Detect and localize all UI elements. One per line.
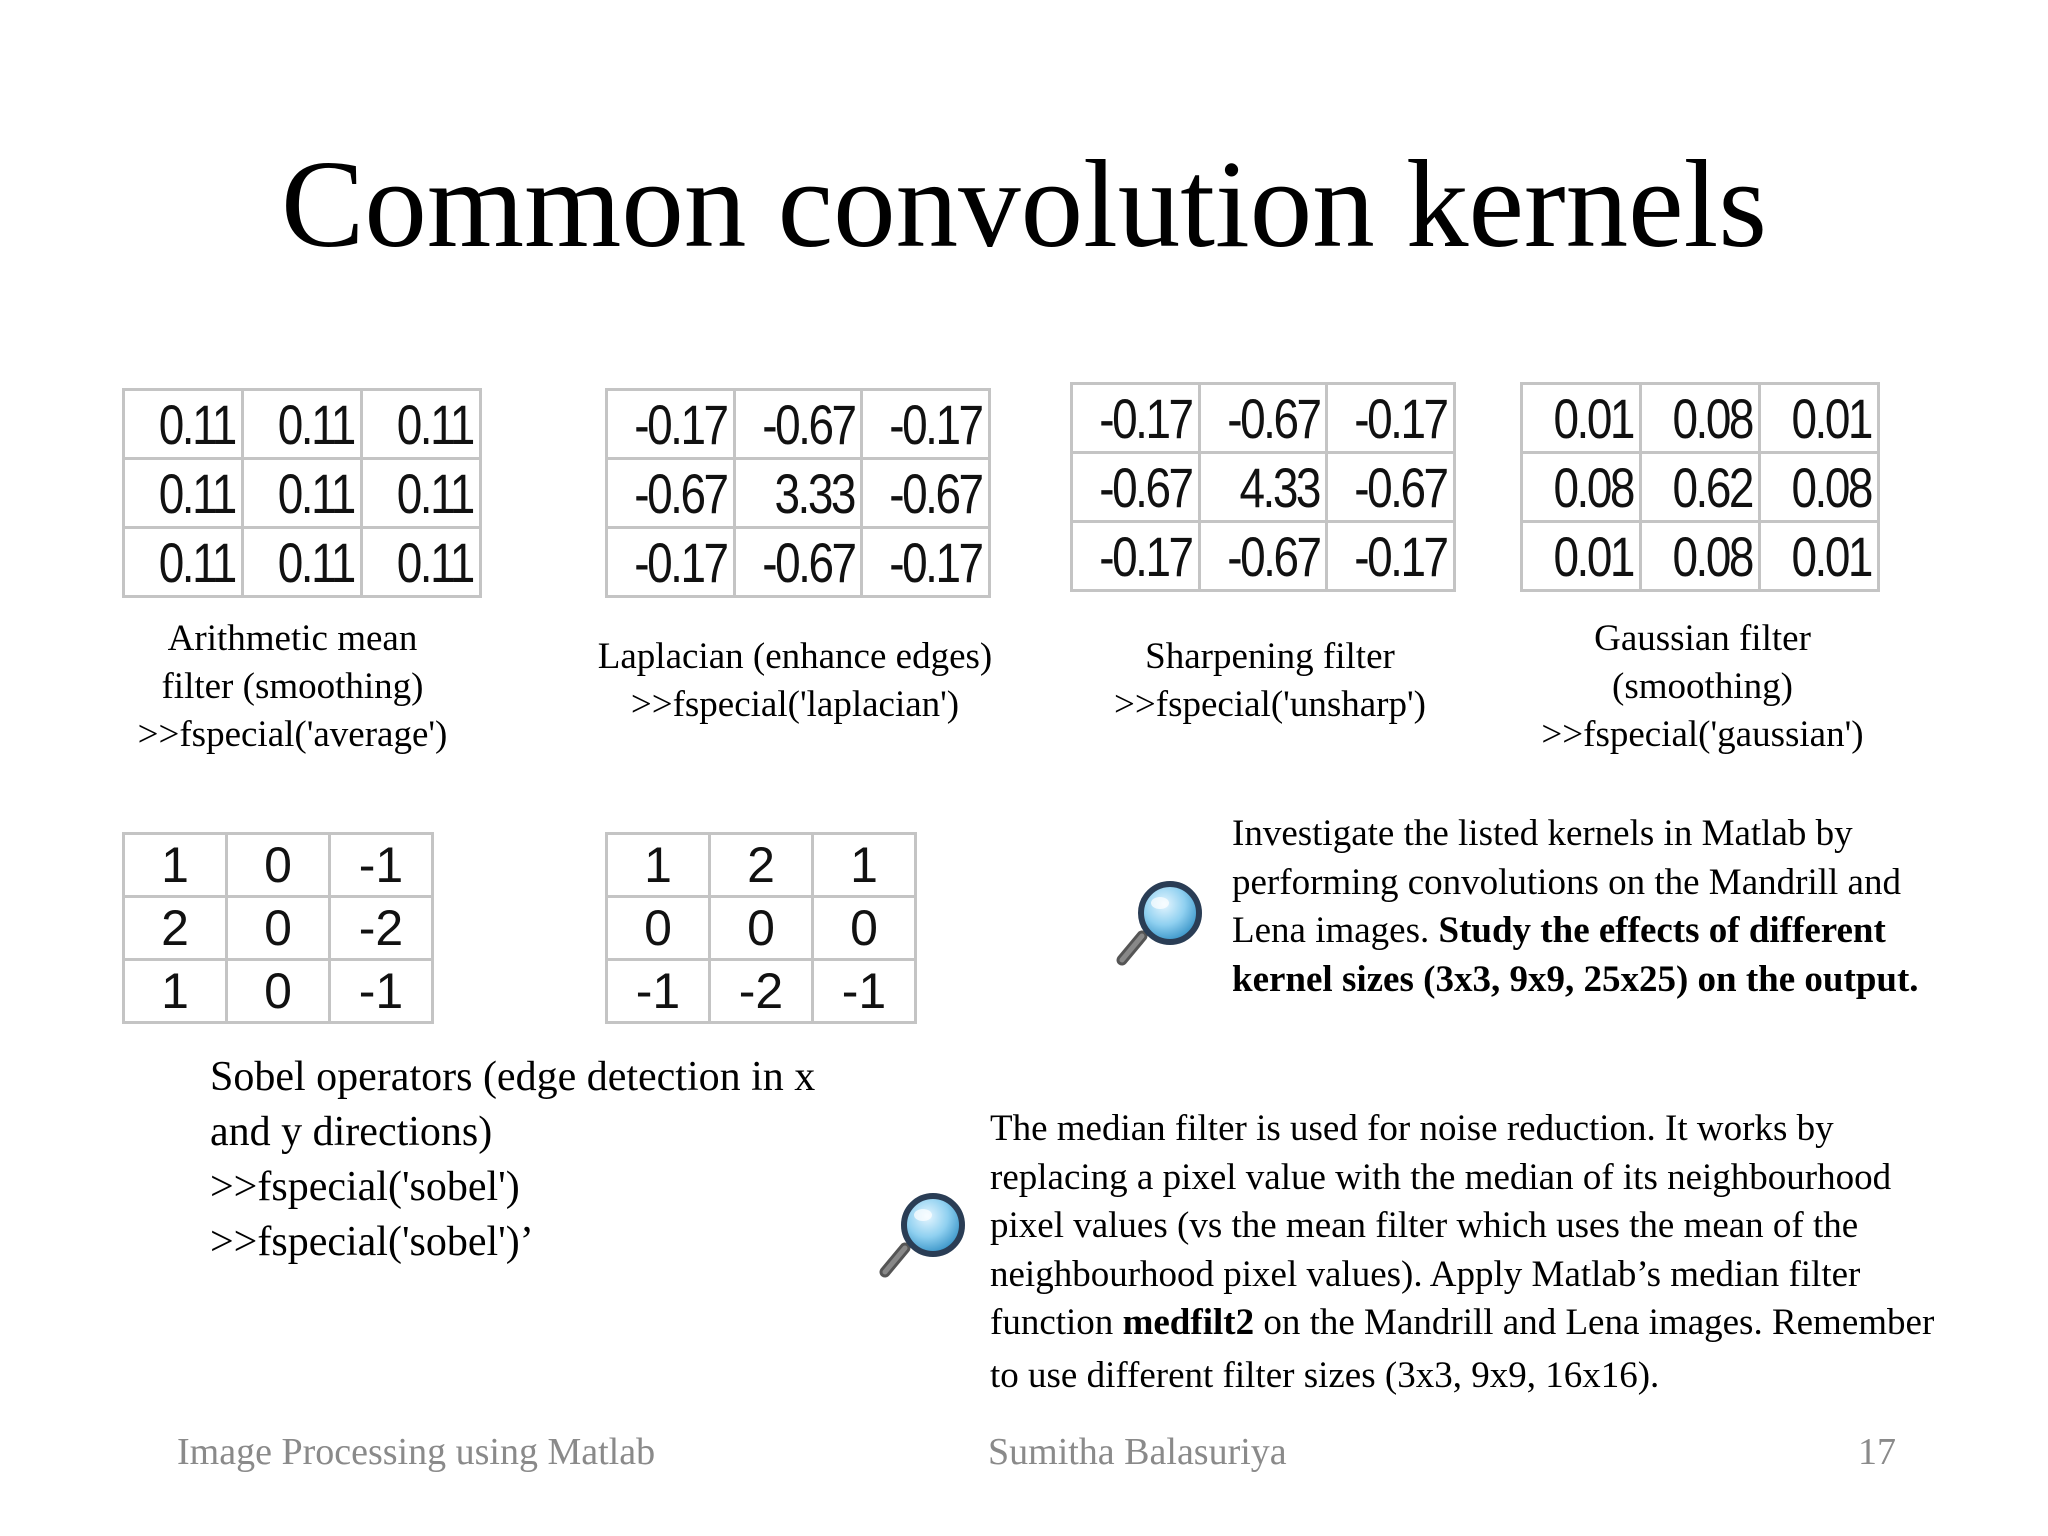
caption-line: Sobel operators (edge detection in x [210, 1054, 816, 1100]
table-row [607, 528, 990, 597]
note-line: The median filter is used for noise reduction. It works by [990, 1108, 1834, 1149]
caption-line: >>fspecial('sobel')’ [210, 1219, 534, 1265]
kernel-cell: 1 [124, 960, 227, 1023]
caption-line: >>fspecial('gaussian') [1541, 714, 1864, 755]
kernel-cell: -2 [710, 960, 813, 1023]
kernel-cell: -0.67 [862, 459, 990, 528]
kernel-cell: 0.11 [362, 390, 481, 459]
sobel-x-kernel-table [122, 832, 434, 1024]
table-row [607, 960, 916, 1023]
kernel-cell: 0 [227, 897, 330, 960]
note-line [1232, 956, 1919, 1005]
kernel-cell: -1 [607, 960, 710, 1023]
kernel-cell: 0.62 [1641, 453, 1760, 522]
kernel-cell: 1 [607, 834, 710, 897]
magnifier-icon [875, 1190, 975, 1282]
kernel-cell: 0.11 [243, 390, 362, 459]
gaussian-kernel-table [1520, 382, 1880, 592]
kernel-cell: -0.17 [1072, 384, 1200, 453]
caption-line: >>fspecial('unsharp') [1114, 684, 1426, 725]
caption-line: filter (smoothing) [161, 666, 424, 707]
kernel-cell: 0 [710, 897, 813, 960]
kernel-cell: 0.11 [124, 459, 243, 528]
table-row [1072, 453, 1455, 522]
note-text: function [990, 1302, 1123, 1343]
note-emphasis: medfilt2 [1122, 1302, 1255, 1343]
kernel-cell: 0.11 [124, 390, 243, 459]
note-line: to use different filter sizes (3x3, 9x9, 16x16). [990, 1354, 1660, 1396]
kernel-cell: 0.11 [243, 528, 362, 597]
kernel-cell: 0.11 [362, 528, 481, 597]
kernel-cell: 0.08 [1641, 522, 1760, 591]
kernel-cell: 2 [710, 834, 813, 897]
kernel-cell: -0.17 [607, 390, 735, 459]
table-row [607, 459, 990, 528]
kernel-cell: 0.01 [1760, 522, 1879, 591]
kernel-cell: -0.67 [734, 528, 862, 597]
note-line: Investigate the listed kernels in Matlab by [1232, 813, 1853, 854]
kernel-cell: -0.17 [1072, 522, 1200, 591]
sobel-y-kernel-table [605, 832, 917, 1024]
note-emphasis: kernel sizes (3x3, 9x9, 25x25) on the output. [1232, 958, 1919, 1000]
table-row [124, 528, 481, 597]
table-row [124, 960, 433, 1023]
table-row [1072, 384, 1455, 453]
median-filter-note [990, 1105, 1934, 1400]
kernel-cell: -0.17 [862, 390, 990, 459]
laplacian-kernel-table [605, 388, 991, 598]
caption-line: >>fspecial('average') [137, 714, 448, 755]
kernel-cell: -0.17 [862, 528, 990, 597]
kernel-cell: 0.01 [1522, 384, 1641, 453]
note-line: neighbourhood pixel values). Apply Matlab’s median filter [990, 1253, 1861, 1295]
table-row [1522, 384, 1879, 453]
note-line [990, 1299, 1934, 1348]
footer-course-title: Image Processing using Matlab [177, 1431, 656, 1473]
kernel-cell: 0.11 [362, 459, 481, 528]
table-row [607, 897, 916, 960]
kernel-cell: 0 [227, 834, 330, 897]
table-row [1072, 522, 1455, 591]
kernel-cell: 0.11 [243, 459, 362, 528]
kernel-cell: -0.67 [1199, 522, 1327, 591]
note-line: pixel values (vs the mean filter which uses the mean of the [990, 1205, 1859, 1246]
sobel-caption [210, 1050, 815, 1270]
table-row [124, 897, 433, 960]
kernel-cell: 0.01 [1522, 522, 1641, 591]
magnifier-icon [1112, 878, 1212, 970]
kernel-cell: 0.08 [1522, 453, 1641, 522]
kernel-cell: 0 [607, 897, 710, 960]
kernel-cell: -1 [330, 834, 433, 897]
kernel-cell: 0.08 [1760, 453, 1879, 522]
kernel-cell: 0 [227, 960, 330, 1023]
kernel-cell: -0.17 [1327, 384, 1455, 453]
caption-line: >>fspecial('laplacian') [630, 684, 960, 725]
kernel-cell: -0.67 [1199, 384, 1327, 453]
kernel-cell: -0.67 [607, 459, 735, 528]
average-kernel-table [122, 388, 482, 598]
table-row [1522, 453, 1879, 522]
table-row [1522, 522, 1879, 591]
kernel-cell: -0.67 [1327, 453, 1455, 522]
table-row [607, 834, 916, 897]
kernel-cell: -2 [330, 897, 433, 960]
slide-title: Common convolution kernels [281, 136, 1767, 274]
average-kernel-caption [110, 615, 475, 759]
table-row [124, 834, 433, 897]
note-line [1232, 907, 1919, 956]
table-row [124, 390, 481, 459]
kernel-cell: 4.33 [1199, 453, 1327, 522]
kernel-cell: -0.67 [1072, 453, 1200, 522]
investigate-note [1232, 810, 1919, 1004]
kernel-cell: -0.17 [1327, 522, 1455, 591]
note-text: Lena images. [1232, 910, 1439, 951]
kernel-cell: -1 [813, 960, 916, 1023]
footer-author: Sumitha Balasuriya [988, 1431, 1287, 1473]
kernel-cell: 3.33 [734, 459, 862, 528]
kernel-cell: -0.67 [734, 390, 862, 459]
kernel-cell: 0.08 [1641, 384, 1760, 453]
caption-line: Gaussian filter [1594, 618, 1811, 659]
caption-line: Laplacian (enhance edges) [597, 636, 993, 677]
kernel-cell: 2 [124, 897, 227, 960]
gaussian-kernel-caption [1505, 615, 1900, 759]
kernel-cell: 1 [813, 834, 916, 897]
note-line: performing convolutions on the Mandrill and [1232, 861, 1901, 903]
sharpening-kernel-table [1070, 382, 1456, 592]
table-row [607, 390, 990, 459]
footer-page-number: 17 [1858, 1431, 1896, 1473]
table-row [124, 459, 481, 528]
note-emphasis: Study the effects of different [1438, 910, 1886, 951]
kernel-cell: 0.01 [1760, 384, 1879, 453]
caption-line: (smoothing) [1612, 666, 1793, 707]
kernel-cell: 0 [813, 897, 916, 960]
sharpening-kernel-caption [1060, 633, 1480, 729]
note-line: replacing a pixel value with the median of its neighbourhood [990, 1156, 1892, 1198]
caption-line: Sharpening filter [1145, 636, 1395, 677]
kernel-cell: 1 [124, 834, 227, 897]
kernel-cell: 0.11 [124, 528, 243, 597]
laplacian-kernel-caption [570, 633, 1020, 729]
caption-line: and y directions) [210, 1109, 493, 1155]
caption-line: >>fspecial('sobel') [210, 1164, 520, 1210]
caption-line: Arithmetic mean [167, 618, 418, 659]
kernel-cell: -0.17 [607, 528, 735, 597]
note-text: on the Mandrill and Lena images. Remember [1254, 1302, 1935, 1343]
kernel-cell: -1 [330, 960, 433, 1023]
